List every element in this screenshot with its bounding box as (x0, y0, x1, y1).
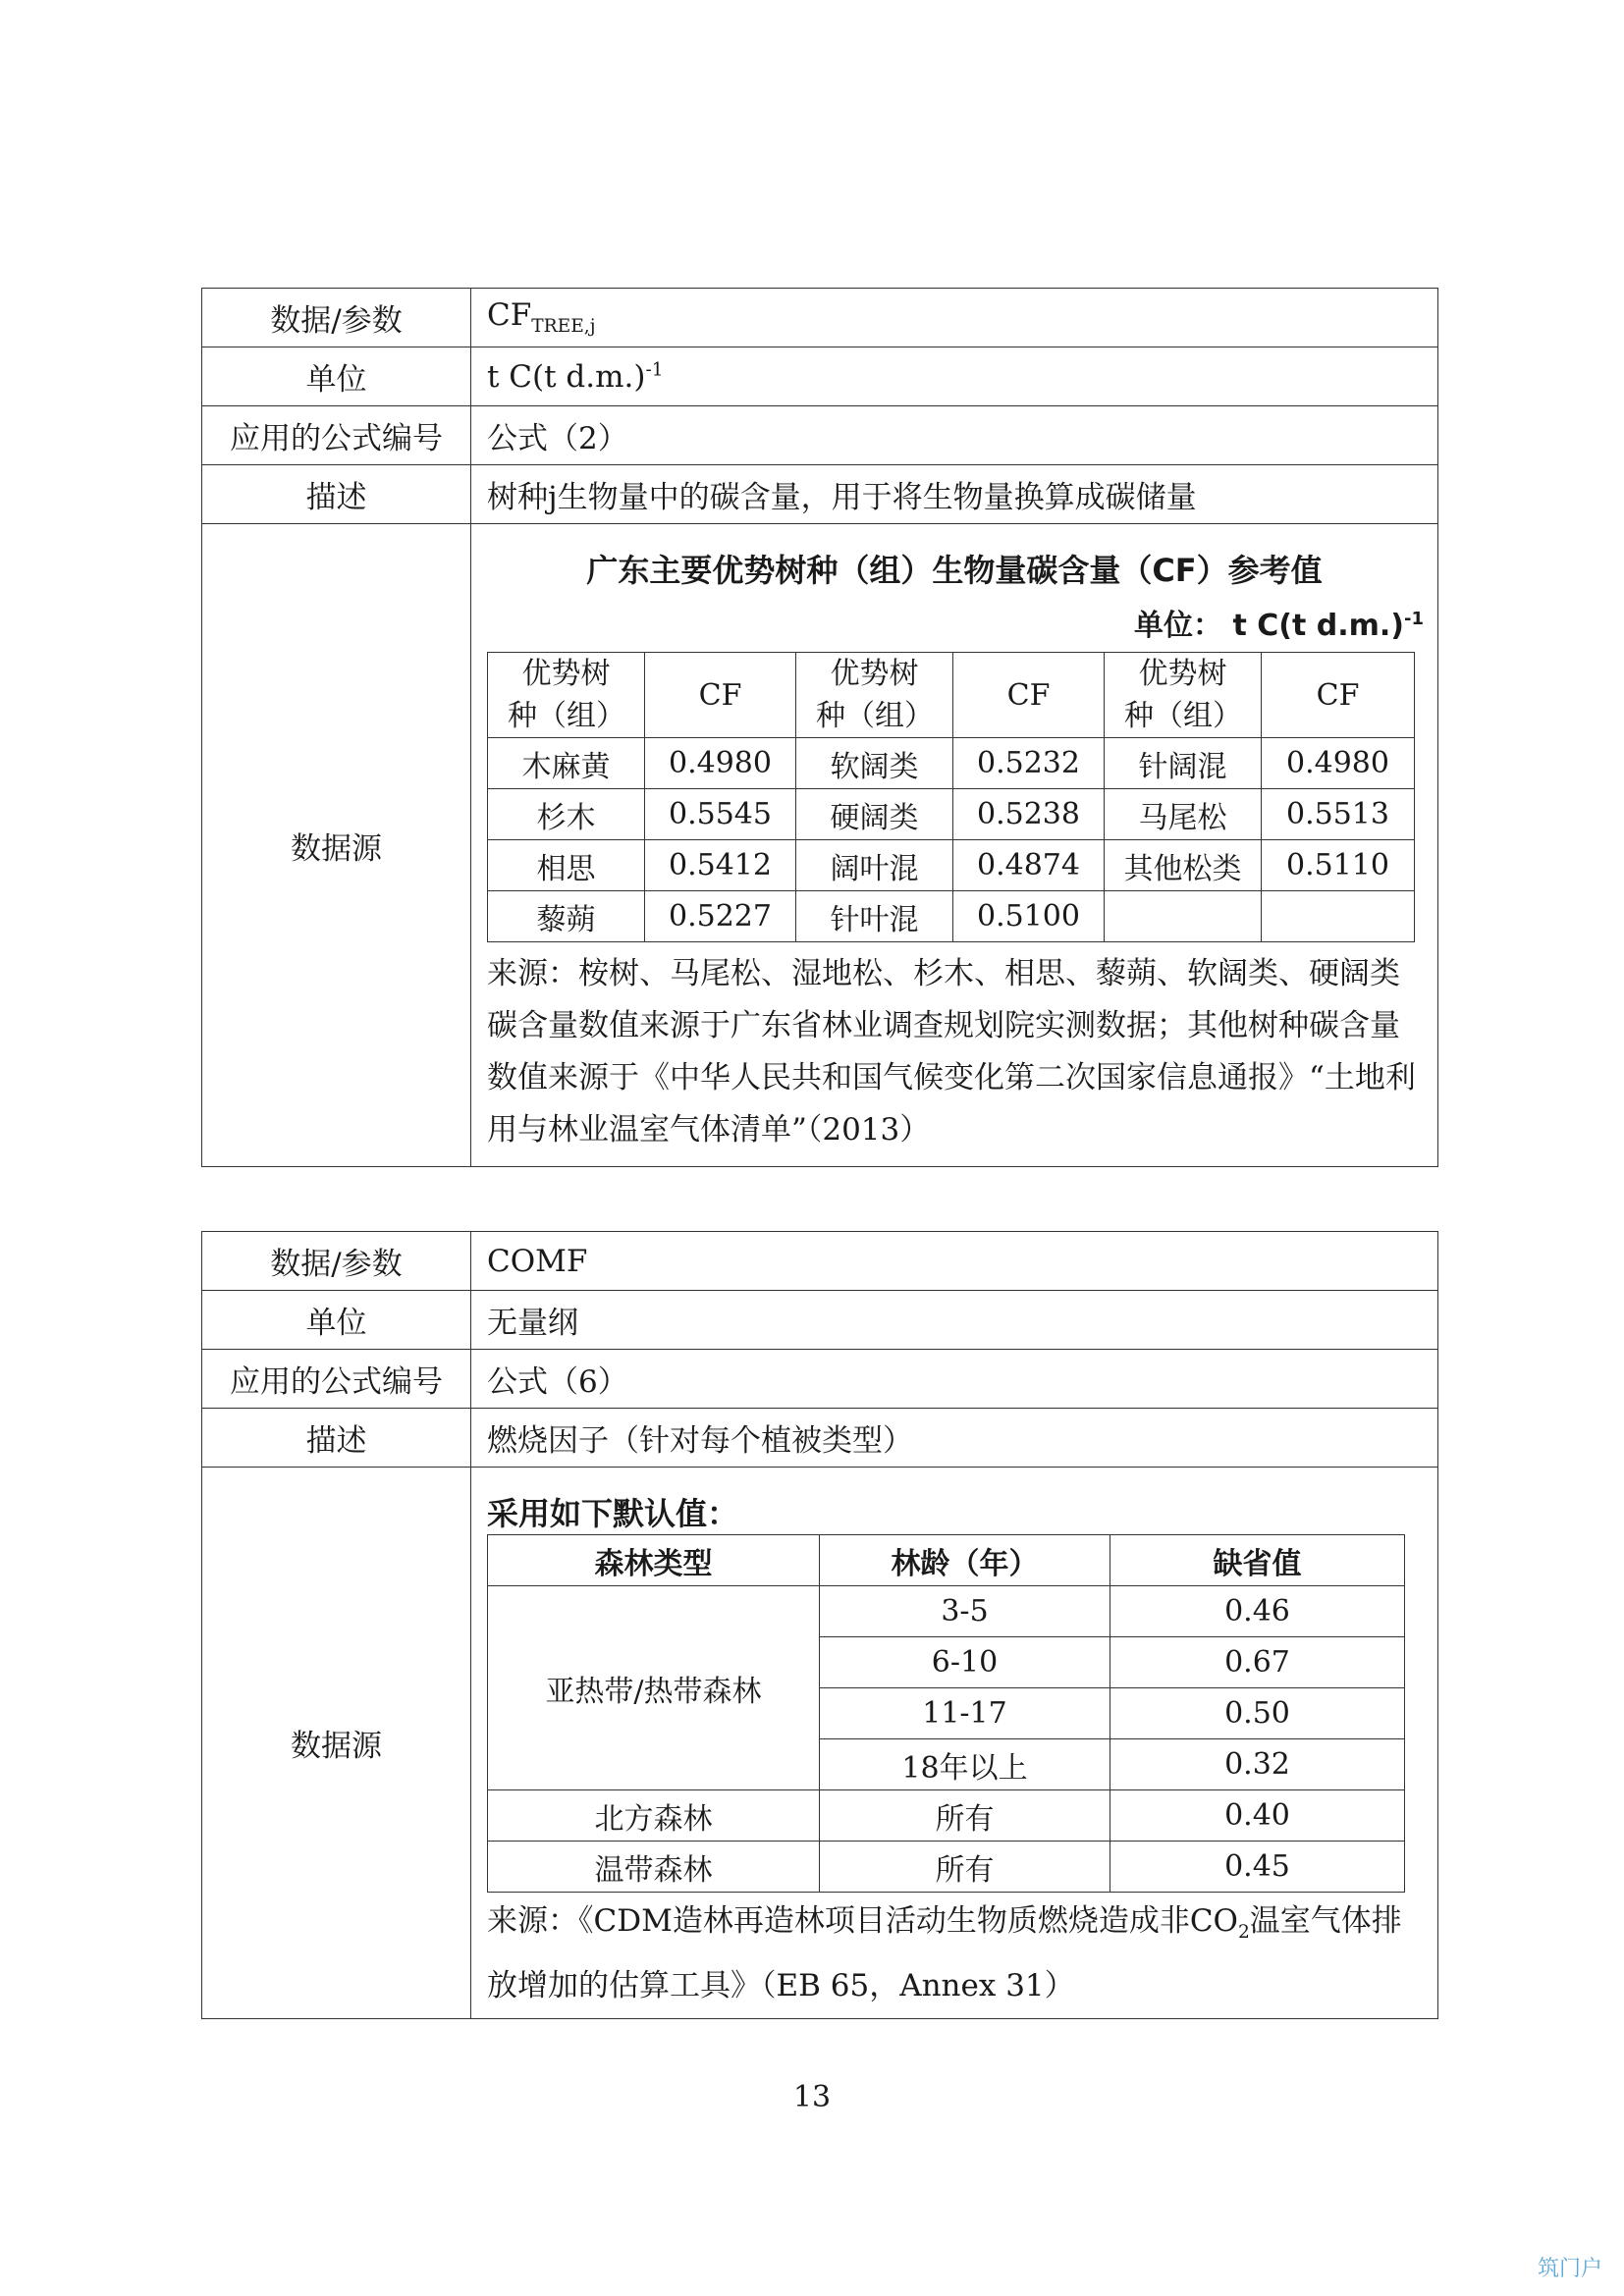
table-row (488, 789, 1415, 840)
cell: 杉木 (488, 789, 645, 840)
cell: 0.5110 (1262, 840, 1415, 891)
cf-table (487, 652, 1415, 942)
unit-text: t C(t d.m.) (487, 358, 646, 395)
param-value: COMF (471, 1232, 1438, 1291)
table-row (488, 1842, 1405, 1893)
forest-type-tropical: 亚热带/热带森林 (488, 1586, 820, 1790)
age-cell: 所有 (820, 1790, 1110, 1842)
source-text-a: 来源：《CDM造林再造林项目活动生物质燃烧造成非CO (487, 1903, 1238, 1939)
header-forest-type: 森林类型 (488, 1535, 820, 1586)
source-sub: 2 (1237, 1922, 1250, 1944)
cell: 0.5232 (953, 738, 1105, 789)
cf-unit-text: 单位： t C(t d.m.) (1134, 609, 1404, 643)
param-table-cf (201, 288, 1438, 1167)
cell: 马尾松 (1105, 789, 1262, 840)
desc-value: 树种j生物量中的碳含量，用于将生物量换算成碳储量 (471, 465, 1438, 524)
source-label: 数据源 (202, 1468, 471, 2019)
age-cell: 所有 (820, 1842, 1110, 1893)
cell: 阔叶混 (796, 840, 953, 891)
param-table-comf (201, 1231, 1438, 2019)
cell: 0.4874 (953, 840, 1105, 891)
header-cf: CF (645, 653, 796, 738)
unit-value (471, 347, 1438, 406)
cell (1262, 891, 1415, 942)
header-species: 优势树种（组） (796, 653, 953, 738)
source-cell (471, 524, 1438, 1167)
cell: 针叶混 (796, 891, 953, 942)
unit-sup: -1 (645, 359, 664, 381)
param-sub: TREE,j (531, 316, 596, 338)
cell: 相思 (488, 840, 645, 891)
header-cf: CF (1262, 653, 1415, 738)
param-value (471, 289, 1438, 347)
header-species: 优势树种（组） (488, 653, 645, 738)
age-cell: 3-5 (820, 1586, 1110, 1637)
cell: 0.4980 (645, 738, 796, 789)
age-cell: 11-17 (820, 1688, 1110, 1739)
forest-type-boreal: 北方森林 (488, 1790, 820, 1842)
table-row (488, 891, 1415, 942)
cf-table-header (488, 653, 1415, 738)
watermark-logo: 筑门户 (1537, 2257, 1602, 2281)
cf-unit-sup: -1 (1404, 609, 1424, 629)
cell: 软阔类 (796, 738, 953, 789)
age-cell: 6-10 (820, 1637, 1110, 1688)
page-number: 13 (792, 2080, 832, 2114)
value-cell: 0.32 (1110, 1739, 1405, 1790)
cell: 0.5238 (953, 789, 1105, 840)
unit-label: 单位 (202, 1291, 471, 1350)
value-cell: 0.50 (1110, 1688, 1405, 1739)
formula-label: 应用的公式编号 (202, 406, 471, 465)
value-cell: 0.67 (1110, 1637, 1405, 1688)
cell: 木麻黄 (488, 738, 645, 789)
formula-value: 公式（6） (471, 1350, 1438, 1409)
desc-label: 描述 (202, 465, 471, 524)
comf-source-note (471, 1893, 1437, 2018)
source-cell (471, 1468, 1438, 2019)
param-main: CF (487, 297, 532, 334)
value-cell: 0.40 (1110, 1790, 1405, 1842)
comf-table-header (488, 1535, 1405, 1586)
cell: 0.5513 (1262, 789, 1415, 840)
param-label: 数据/参数 (202, 289, 471, 347)
forest-type-temperate: 温带森林 (488, 1842, 820, 1893)
header-species: 优势树种（组） (1105, 653, 1262, 738)
desc-value: 燃烧因子（针对每个植被类型） (471, 1409, 1438, 1468)
cell: 针阔混 (1105, 738, 1262, 789)
value-cell: 0.46 (1110, 1586, 1405, 1637)
cell (1105, 891, 1262, 942)
table-row (488, 1586, 1405, 1637)
desc-label: 描述 (202, 1409, 471, 1468)
value-cell: 0.45 (1110, 1842, 1405, 1893)
formula-value: 公式（2） (471, 406, 1438, 465)
table-row (488, 738, 1415, 789)
age-cell: 18年以上 (820, 1739, 1110, 1790)
cell: 其他松类 (1105, 840, 1262, 891)
comf-table (487, 1534, 1405, 1893)
unit-value: 无量纲 (471, 1291, 1438, 1350)
param-label: 数据/参数 (202, 1232, 471, 1291)
cell: 0.5412 (645, 840, 796, 891)
cell: 0.4980 (1262, 738, 1415, 789)
cf-table-unit (471, 601, 1424, 644)
cf-source-note: 来源：桉树、马尾松、湿地松、杉木、相思、藜蒴、软阔类、硬阔类碳含量数值来源于广东省林业调查规划院实测数据；其他树种碳含量数值来源于《中华人民共和国气候变化第二次国家信息通报》“土地利用与林业温室气体清单”（2013） (487, 956, 1416, 1148)
source-text-b: 温室气体排放增加的估算工具》（EB 65，Annex 31） (487, 1903, 1402, 2004)
header-default-value: 缺省值 (1110, 1535, 1405, 1586)
cell: 硬阔类 (796, 789, 953, 840)
unit-label: 单位 (202, 347, 471, 406)
formula-label: 应用的公式编号 (202, 1350, 471, 1409)
cell: 0.5545 (645, 789, 796, 840)
table-row (488, 1790, 1405, 1842)
cell: 0.5227 (645, 891, 796, 942)
cell: 0.5100 (953, 891, 1105, 942)
comf-sub-title: 采用如下默认值： (487, 1495, 739, 1532)
source-label: 数据源 (202, 524, 471, 1167)
table-row (488, 840, 1415, 891)
header-forest-age: 林龄（年） (820, 1535, 1110, 1586)
cf-table-title: 广东主要优势树种（组）生物量碳含量（CF）参考值 (586, 552, 1323, 589)
cell: 藜蒴 (488, 891, 645, 942)
header-cf: CF (953, 653, 1105, 738)
